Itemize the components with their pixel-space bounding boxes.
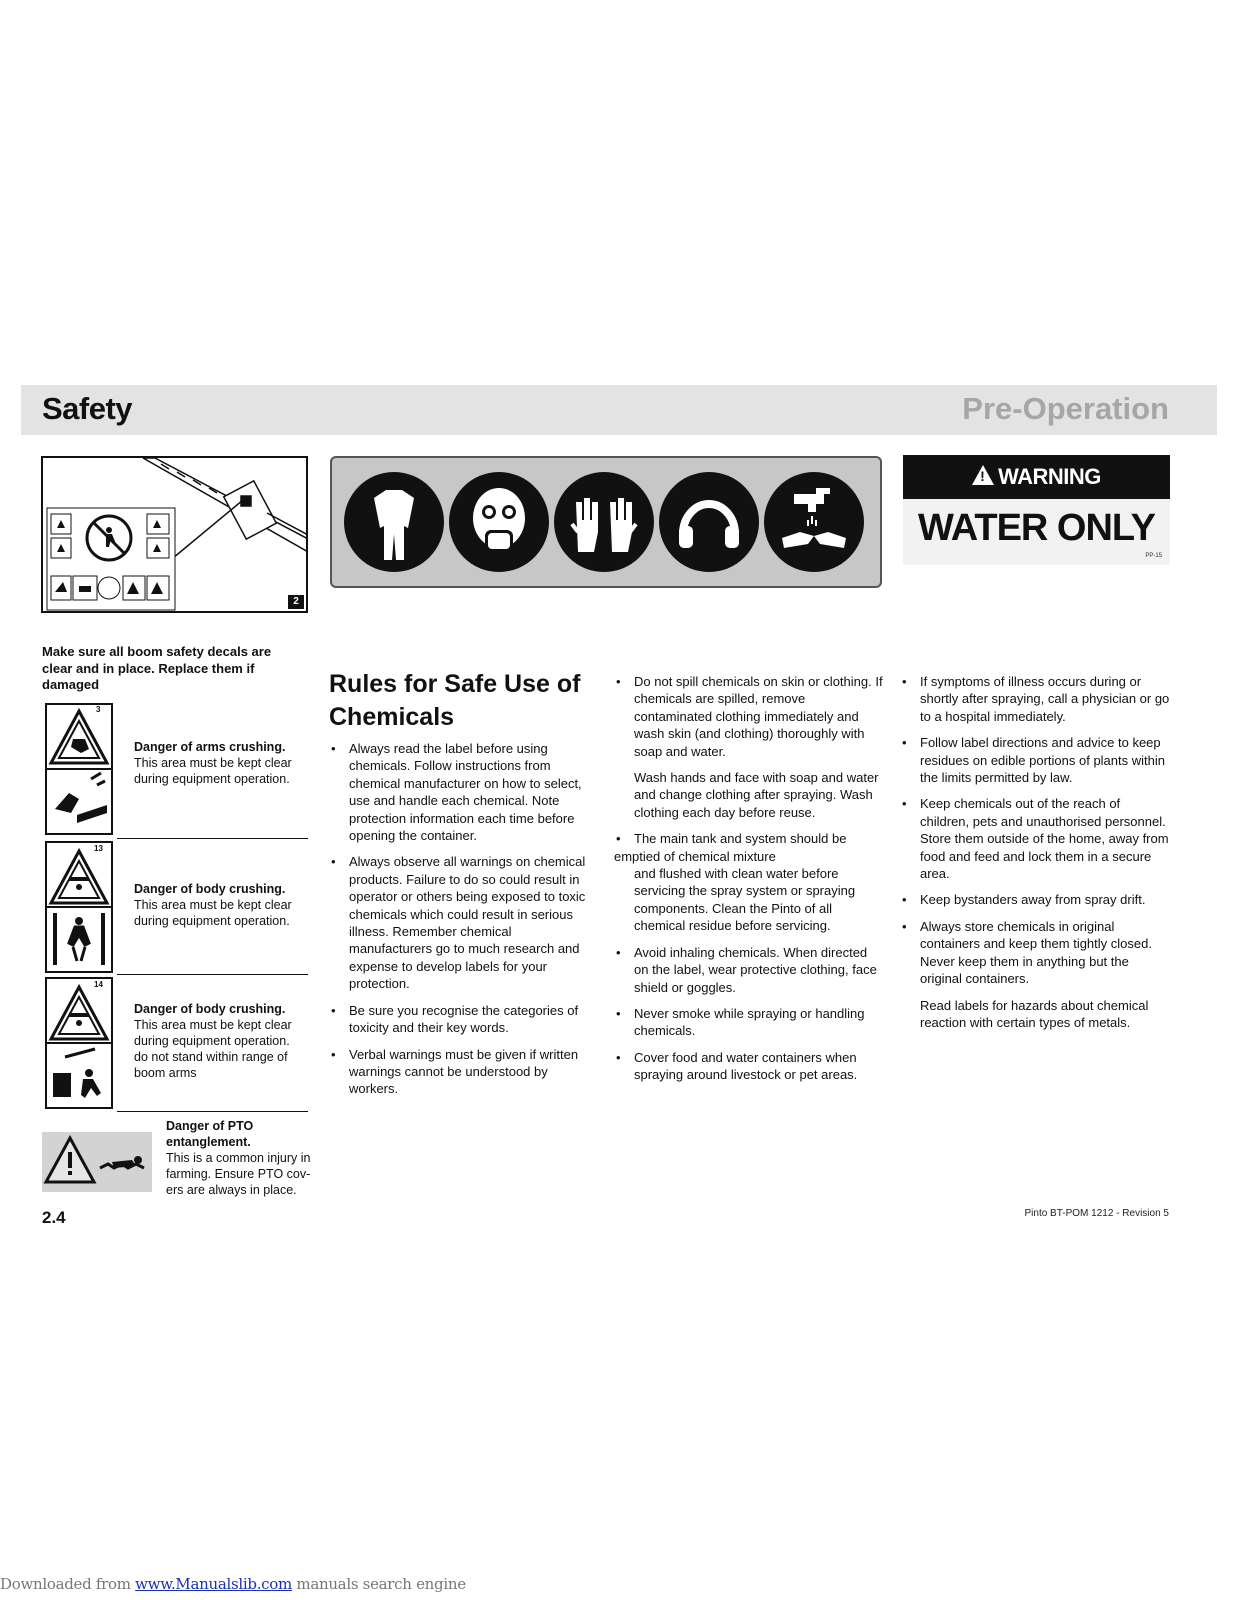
warning-main-text: WATER ONLY bbox=[917, 507, 1156, 549]
ear-protection-icon bbox=[659, 472, 759, 572]
list-item: • Follow label directions and advice to keep residues on edible portions of plants within the limits permitted by law. bbox=[900, 734, 1172, 786]
download-footer-suffix: manuals search engine bbox=[291, 1575, 466, 1593]
decal-divider bbox=[117, 838, 308, 839]
list-item: • Keep chemicals out of the reach of children, pets and unauthorised personnel. Store them outside of the home, away from food and feed and lock them in a secure area. bbox=[900, 795, 1172, 882]
boom-decal-diagram bbox=[41, 456, 308, 613]
list-item-line: emptied of chemical mixture bbox=[614, 848, 776, 864]
respirator-mask-icon bbox=[449, 472, 549, 572]
list-item: • Never smoke while spraying or handling chemicals. bbox=[614, 1005, 884, 1040]
download-footer-prefix: Downloaded from bbox=[0, 1575, 136, 1593]
list-item-rest: and flushed with clean water before servicing the spray system or spraying components. Clean the Pinto of all chemical residue before servicing. bbox=[634, 866, 856, 934]
warning-code: PP-15 bbox=[1145, 553, 1162, 559]
wash-hands-icon bbox=[764, 472, 864, 572]
section-heading-safety: Safety bbox=[42, 391, 133, 426]
arms-crushing-decal bbox=[45, 703, 113, 835]
pto-description bbox=[166, 1118, 312, 1198]
pto-entanglement-decal bbox=[42, 1132, 152, 1192]
list-item: • Verbal warnings must be given if written warnings cannot be understood by workers. bbox=[329, 1046, 594, 1098]
rules-column-1 bbox=[329, 740, 594, 1107]
figure-number: 2 bbox=[288, 595, 304, 609]
list-item: • If symptoms of illness occurs during or shortly after spraying, call a physician or go to a hospital immediately. bbox=[900, 673, 1172, 725]
list-item: • Do not spill chemicals on skin or clothing. If chemicals are spilled, remove contaminated clothing immediately and wash skin (and clothing) thoroughly with soap and water. bbox=[614, 673, 884, 760]
list-item: • Always store chemicals in original containers and keep them tightly closed. Never keep them in anything but the original containers. bbox=[900, 918, 1172, 988]
warning-triangle-icon bbox=[972, 465, 994, 485]
decal-description bbox=[134, 1001, 306, 1081]
manualslib-link[interactable]: www.Manualslib.com bbox=[135, 1575, 292, 1593]
warning-water-only-decal bbox=[903, 455, 1170, 565]
list-item: • Cover food and water containers when spraying around livestock or pet areas. bbox=[614, 1049, 884, 1084]
section-title: Rules for Safe Use of Chemicals bbox=[329, 670, 581, 731]
decal-description bbox=[134, 881, 306, 929]
download-footer bbox=[0, 1575, 466, 1593]
section-heading-pre-operation: Pre-Operation bbox=[962, 391, 1169, 426]
warning-heading: WARNING bbox=[998, 464, 1101, 489]
rules-column-2 bbox=[614, 673, 884, 1093]
pto-body: This is a common injury in farming. Ensure PTO cov-ers are always in place. bbox=[166, 1151, 311, 1197]
decal-number: 14 bbox=[94, 980, 103, 989]
decal-title: Danger of body crushing. bbox=[134, 1002, 286, 1016]
gloves-icon bbox=[554, 472, 654, 572]
decal-divider bbox=[117, 974, 308, 975]
list-item-line: • The main tank and system should be bbox=[634, 830, 884, 847]
page-number: 2.4 bbox=[42, 1208, 66, 1227]
decal-description bbox=[134, 739, 306, 787]
decal-number: 13 bbox=[94, 844, 103, 853]
decal-number: 3 bbox=[96, 705, 101, 714]
list-item: • Always observe all warnings on chemical products. Failure to do so could result in operator or others being exposed to toxic chemicals which could result in serious illness. Remember chemical manufacturers go to much research and expense to develop labels for your protection. bbox=[329, 853, 594, 992]
list-item bbox=[614, 830, 884, 934]
list-item: • Avoid inhaling chemicals. When directed on the label, wear protective clothing, face shield or goggles. bbox=[614, 944, 884, 996]
boom-arms-range-decal bbox=[45, 977, 113, 1109]
decal-body: This area must be kept clear during equipment operation. do not stand within range of boom arms bbox=[134, 1018, 292, 1080]
ppe-icons-strip bbox=[330, 456, 882, 588]
decal-body: This area must be kept clear during equipment operation. bbox=[134, 756, 292, 786]
decal-title: Danger of arms crushing. bbox=[134, 740, 286, 754]
list-paragraph: Wash hands and face with soap and water and change clothing after spraying. Wash clothing each day before reuse. bbox=[634, 770, 879, 820]
rules-column-3 bbox=[900, 673, 1172, 1040]
list-item: • Always read the label before using chemicals. Follow instructions from chemical manufacturer on how to select, use and handle each chemical. Note protection information each time before opening the container. bbox=[329, 740, 594, 844]
pto-title: Danger of PTO entanglement. bbox=[166, 1119, 254, 1149]
decal-title: Danger of body crushing. bbox=[134, 882, 286, 896]
list-item: • Be sure you recognise the categories of toxicity and their key words. bbox=[329, 1002, 594, 1037]
body-crushing-decal bbox=[45, 841, 113, 973]
decal-divider bbox=[117, 1111, 308, 1112]
decal-body: This area must be kept clear during equipment operation. bbox=[134, 898, 292, 928]
list-item: • Keep bystanders away from spray drift. bbox=[900, 891, 1172, 908]
warning-banner bbox=[903, 455, 1170, 499]
decal-intro-text: Make sure all boom safety decals are clear and in place. Replace them if damaged bbox=[42, 644, 272, 692]
list-paragraph: Read labels for hazards about chemical reaction with certain types of metals. bbox=[920, 997, 1149, 1030]
document-reference: Pinto BT-POM 1212 - Revision 5 bbox=[1024, 1208, 1169, 1219]
coverall-icon bbox=[344, 472, 444, 572]
